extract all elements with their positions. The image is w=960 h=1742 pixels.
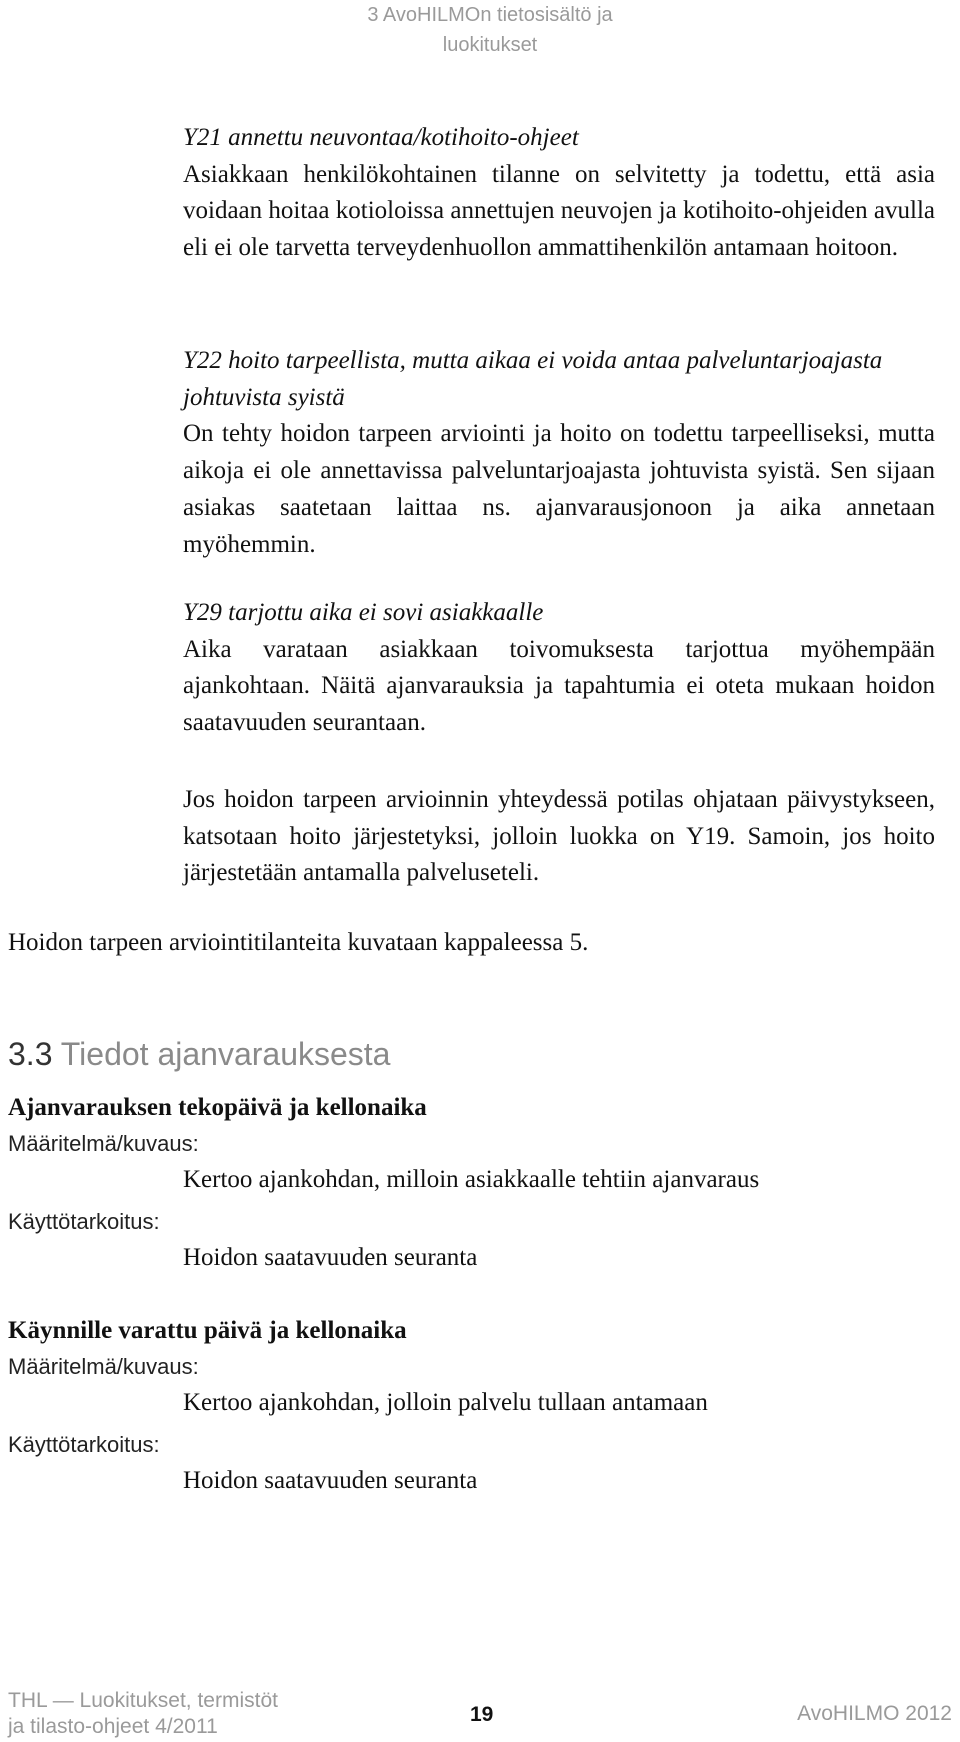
purpose-text: Hoidon saatavuuden seuranta (183, 1244, 478, 1271)
field-visit-time (8, 1313, 908, 1505)
field-title: Käynnille varattu päivä ja kellonaika (8, 1317, 407, 1344)
definition-text: Kertoo ajankohdan, milloin asiakkaalle tehtiin ajanvaraus (183, 1166, 760, 1193)
class-y29 (183, 595, 935, 742)
class-description: On tehty hoidon tarpeen arviointi ja hoito on todettu tarpeelliseksi, mutta aikoja ei ole annettavissa palveluntarjoajasta johtuvista syistä. Sen sijaan asiakas saatetaan laittaa ns. ajanvarausjonoon ja aika annetaan myöhemmin. (183, 420, 935, 558)
purpose-label: Käyttötarkoitus: (8, 1209, 160, 1234)
running-header: 3 AvoHILMOn tietosisältö ja luokitukset (367, 4, 613, 56)
footer-document-name: AvoHILMO 2012 (797, 1702, 952, 1725)
summary-text: Hoidon tarpeen arviointitilanteita kuvataan kappaleessa 5. (8, 929, 589, 956)
section-heading (8, 1032, 390, 1076)
class-heading: Y29 tarjottu aika ei sovi asiakkaalle (183, 599, 544, 626)
purpose-label: Käyttötarkoitus: (8, 1432, 160, 1457)
definition-label: Määritelmä/kuvaus: (8, 1354, 199, 1379)
section-number: 3.3 (8, 1036, 53, 1072)
page-number: 19 (470, 1703, 494, 1726)
field-title: Ajanvarauksen tekopäivä ja kellonaika (8, 1094, 427, 1121)
footer-publisher: THL — Luokitukset, termistöt ja tilasto-ohjeet 4/2011 (8, 1689, 278, 1738)
class-heading: Y22 hoito tarpeellista, mutta aikaa ei voida antaa palveluntarjoajasta johtuvista syistä (183, 347, 883, 411)
definition-label: Määritelmä/kuvaus: (8, 1131, 199, 1156)
class-y21 (183, 120, 935, 267)
class-description: Aika varataan asiakkaan toivomuksesta tarjottua myöhempään ajankohtaan. Näitä ajanvarauksia ja tapahtumia ei oteta mukaan hoidon saatavuuden seurantaan. (183, 635, 935, 737)
purpose-text: Hoidon saatavuuden seuranta (183, 1467, 478, 1494)
class-description: Asiakkaan henkilökohtainen tilanne on selvitetty ja todettu, että asia voidaan hoitaa kotioloissa annettujen neuvojen ja kotihoito-ohjeiden avulla eli ei ole tarvetta terveydenhuollon ammattihenkilön antamaan hoitoon. (183, 160, 935, 262)
class-y22 (183, 343, 935, 563)
section-title: Tiedot ajanvarauksesta (60, 1036, 391, 1072)
class-heading: Y21 annettu neuvontaa/kotihoito-ohjeet (183, 124, 579, 151)
field-booking-created (8, 1090, 908, 1282)
note-text: Jos hoidon tarpeen arvioinnin yhteydessä potilas ohjataan päivystykseen, katsotaan hoito järjestetyksi, jolloin luokka on Y19. Samoin, jos hoito järjestetään antamalla palveluseteli. (183, 786, 935, 887)
referral-note (183, 782, 935, 892)
definition-text: Kertoo ajankohdan, jolloin palvelu tullaan antamaan (183, 1389, 708, 1416)
